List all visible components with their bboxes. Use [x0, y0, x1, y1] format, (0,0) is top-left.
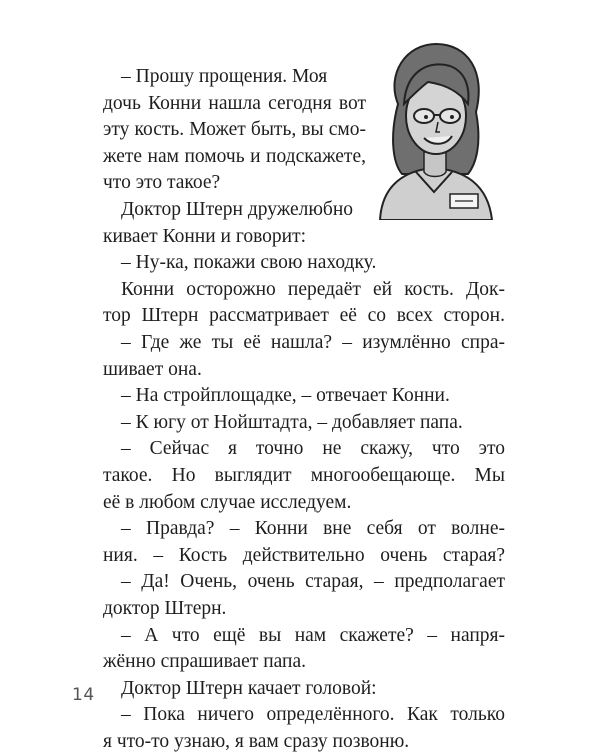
text-line: тор Штерн рассматривает её со всех сторон. [103, 305, 505, 326]
text-line: доктор Штерн. [103, 598, 227, 619]
text-line: – На стройплощадке, – отвечает Конни. [121, 385, 450, 406]
text-line: – Сейчас я точно не скажу, что это [121, 438, 505, 459]
text-line: – Да! Очень, очень старая, – предполагает [121, 571, 505, 592]
text-line: я что-то узнаю, я вам сразу позвоню. [103, 731, 410, 752]
text-line: её в любом случае исследуем. [103, 492, 352, 513]
text-line: дочь Конни нашла сегодня вот [103, 93, 366, 114]
text-line: – Пока ничего определённого. Как только [121, 704, 505, 725]
page-number: 14 [72, 685, 95, 705]
text-line: Доктор Штерн качает головой: [121, 678, 377, 699]
text-line: – А что ещё вы нам скажете? – напря- [121, 625, 505, 646]
text-line: кивает Конни и говорит: [103, 226, 307, 247]
woman-with-glasses-portrait-icon [380, 44, 492, 220]
text-line: жённо спрашивает папа. [103, 651, 307, 672]
text-line: эту кость. Может быть, вы смо- [103, 119, 366, 140]
text-line: что это такое? [103, 172, 221, 193]
text-line: – Правда? – Конни вне себя от волне- [121, 518, 505, 539]
text-line: – Где же ты её нашла? – изумлённо спра- [121, 332, 505, 353]
text-line: такое. Но выглядит многообещающе. Мы [103, 465, 505, 486]
text-line: шивает она. [103, 359, 202, 380]
text-line: ния. – Кость действительно очень старая? [103, 545, 505, 566]
text-line: Конни осторожно передаёт ей кость. Док- [121, 279, 505, 300]
text-line: – Прошу прощения. Моя [121, 66, 328, 87]
text-line: – К югу от Нойштадта, – добавляет папа. [121, 412, 463, 433]
text-line: – Ну-ка, покажи свою находку. [121, 252, 377, 273]
doctor-stern-illustration [376, 34, 494, 220]
text-line: Доктор Штерн дружелюбно [121, 199, 354, 220]
text-line: жете нам помочь и подскажете, [103, 146, 366, 167]
